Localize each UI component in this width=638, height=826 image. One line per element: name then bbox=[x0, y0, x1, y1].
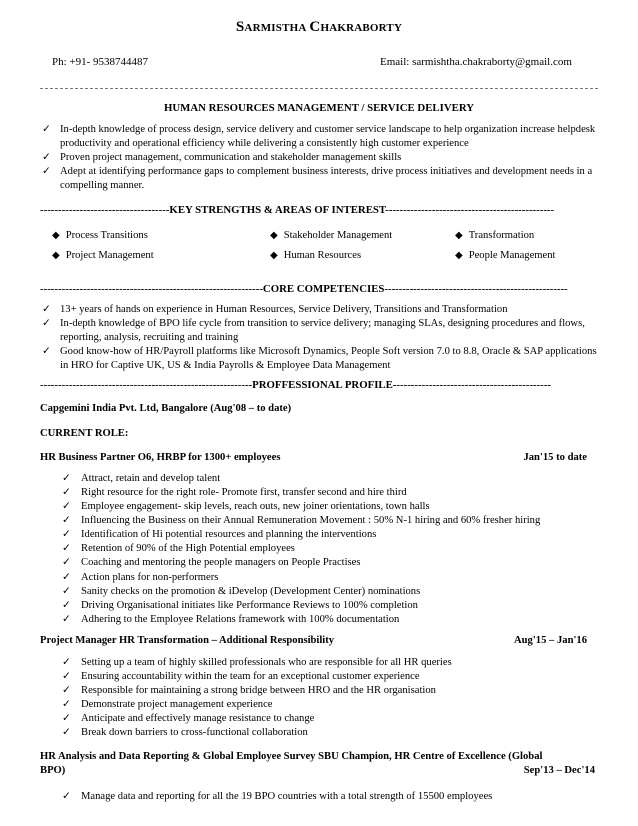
list-item: ✓ Coaching and mentoring the people managers on People Practises bbox=[62, 556, 602, 570]
check-icon: ✓ bbox=[62, 529, 71, 541]
list-item: ✓ Demonstrate project management experience bbox=[62, 698, 602, 712]
list-item: ✓ 13+ years of hands on experience in Human Resources, Service Delivery, Transitions and Transformation bbox=[42, 303, 602, 317]
strength-item: ◆ Transformation bbox=[455, 229, 535, 242]
strengths-title: ------------------------------------KEY STRENGTHS & AREAS OF INTEREST----------------------------------------------- bbox=[40, 204, 555, 216]
list-item: ✓ Attract, retain and develop talent bbox=[62, 472, 602, 486]
list-item: ✓ In-depth knowledge of BPO life cycle from transition to service delivery; managing SLAs, designing procedures and flows, reporting, analysis, recruiting and training bbox=[42, 318, 585, 344]
list-item: ✓ Anticipate and effectively manage resistance to change bbox=[62, 712, 602, 726]
check-icon: ✓ bbox=[62, 613, 71, 625]
check-icon: ✓ bbox=[62, 685, 71, 697]
check-icon: ✓ bbox=[42, 152, 51, 164]
role-heading bbox=[40, 451, 587, 465]
role-title: Project Manager HR Transformation – Additional Responsibility bbox=[40, 635, 335, 646]
check-icon: ✓ bbox=[62, 599, 71, 611]
email-address: Email: sarmishtha.chakraborty@gmail.com bbox=[380, 56, 572, 68]
summary-list bbox=[42, 123, 602, 193]
list-item: ✓ Manage data and reporting for all the 19 BPO countries with a total strength of 15500 employees bbox=[62, 790, 602, 804]
current-role-label: CURRENT ROLE: bbox=[40, 428, 129, 439]
role2-list bbox=[62, 656, 602, 740]
role-dates: Jan'15 to date bbox=[523, 452, 587, 463]
list-item: ✓ Action plans for non-performers bbox=[62, 571, 602, 585]
list-item: ✓ Setting up a team of highly skilled professionals who are responsible for all HR queries bbox=[62, 656, 602, 670]
list-item: ✓ Identification of Hi potential resources and planning the interventions bbox=[62, 528, 602, 542]
candidate-name: SARMISTHA CHAKRABORTY bbox=[235, 19, 403, 35]
strength-item: ◆ Human Resources bbox=[270, 249, 362, 262]
diamond-icon: ◆ bbox=[270, 230, 278, 242]
list-item: ✓ Sanity checks on the promotion & iDevelop (Development Center) nominations bbox=[62, 585, 602, 599]
check-icon: ✓ bbox=[62, 727, 71, 739]
check-icon: ✓ bbox=[62, 487, 71, 499]
check-icon: ✓ bbox=[62, 657, 71, 668]
strength-item: ◆ Process Transitions bbox=[52, 229, 148, 242]
check-icon: ✓ bbox=[62, 557, 71, 569]
list-item: ✓ In-depth knowledge of process design, service delivery and customer service landscape to help organization increase helpdesk productivity and operational efficiency while delivering a consistently high customer experience bbox=[42, 124, 596, 150]
role-dates: Sep'13 – Dec'14 bbox=[523, 765, 595, 777]
role3-list bbox=[62, 790, 602, 804]
list-item: ✓ Employee engagement- skip levels, reach outs, new joiner orientations, town halls bbox=[62, 500, 602, 514]
list-item: ✓ Responsible for maintaining a strong bridge between HRO and the HR organisation bbox=[62, 684, 602, 698]
diamond-icon: ◆ bbox=[455, 250, 463, 262]
company-name: Capgemini India Pvt. Ltd, Bangalore (Aug'08 – to date) bbox=[40, 403, 292, 414]
competencies-list bbox=[42, 303, 602, 373]
strengths-grid bbox=[52, 226, 592, 266]
diamond-icon: ◆ bbox=[455, 230, 463, 242]
role-title-continued: BPO) bbox=[40, 765, 66, 777]
check-icon: ✓ bbox=[62, 585, 71, 597]
check-icon: ✓ bbox=[62, 515, 71, 527]
diamond-icon: ◆ bbox=[52, 230, 60, 242]
check-icon: ✓ bbox=[62, 571, 71, 583]
role-heading bbox=[40, 634, 587, 648]
role-dates: Aug'15 – Jan'16 bbox=[514, 635, 587, 646]
check-icon: ✓ bbox=[62, 501, 71, 513]
list-item: ✓ Right resource for the right role- Promote first, transfer second and hire third bbox=[62, 486, 602, 500]
list-item: ✓ Good know-how of HR/Payroll platforms like Microsoft Dynamics, People Soft version 7.0 to 8.8, Oracle & SAP applications in HRO for Captive UK, US & India Payrolls & Employee Data Management bbox=[42, 346, 597, 372]
check-icon: ✓ bbox=[62, 543, 71, 555]
strength-item: ◆ Project Management bbox=[52, 249, 154, 262]
check-icon: ✓ bbox=[42, 346, 51, 358]
check-icon: ✓ bbox=[42, 166, 51, 178]
list-item: ✓ Break down barriers to cross-functional collaboration bbox=[62, 726, 602, 740]
check-icon: ✓ bbox=[42, 318, 51, 330]
strength-item: ◆ Stakeholder Management bbox=[270, 229, 393, 242]
strength-item: ◆ People Management bbox=[455, 249, 556, 262]
profile-title: -----------------------------------------------------------PROFFESSIONAL PROFILE-------------------------------------------- bbox=[40, 379, 552, 391]
check-icon: ✓ bbox=[62, 473, 71, 484]
list-item: ✓ Adhering to the Employee Relations framework with 100% documentation bbox=[62, 613, 602, 627]
check-icon: ✓ bbox=[42, 304, 51, 315]
check-icon: ✓ bbox=[62, 671, 71, 683]
role-title: HR Analysis and Data Reporting & Global Employee Survey SBU Champion, HR Centre of Excellence (Global bbox=[40, 751, 543, 762]
diamond-icon: ◆ bbox=[52, 250, 60, 262]
role-heading bbox=[40, 750, 595, 778]
check-icon: ✓ bbox=[42, 124, 51, 135]
phone-number: Ph: +91- 9538744487 bbox=[52, 56, 149, 68]
summary-title: HUMAN RESOURCES MANAGEMENT / SERVICE DELIVERY bbox=[163, 102, 475, 114]
list-item: ✓ Proven project management, communication and stakeholder management skills bbox=[42, 151, 602, 165]
competencies-title: --------------------------------------------------------------CORE COMPETENCIES--------------------------------------------------- bbox=[40, 283, 568, 295]
list-item: ✓ Retention of 90% of the High Potential employees bbox=[62, 542, 602, 556]
check-icon: ✓ bbox=[62, 791, 71, 802]
check-icon: ✓ bbox=[62, 713, 71, 725]
header-divider bbox=[40, 88, 598, 89]
role1-list bbox=[62, 472, 602, 627]
diamond-icon: ◆ bbox=[270, 250, 278, 262]
role-title: HR Business Partner O6, HRBP for 1300+ employees bbox=[40, 452, 281, 463]
list-item: ✓ Adept at identifying performance gaps to complement business interests, drive process initiatives and development needs in a compelling manner. bbox=[42, 166, 593, 192]
list-item: ✓ Influencing the Business on their Annual Remuneration Movement : 50% N-1 hiring and 60% fresher hiring bbox=[62, 514, 602, 528]
check-icon: ✓ bbox=[62, 699, 71, 711]
list-item: ✓ Driving Organisational initiates like Performance Reviews to 100% completion bbox=[62, 599, 602, 613]
list-item: ✓ Ensuring accountability within the team for an exceptional customer experience bbox=[62, 670, 602, 684]
